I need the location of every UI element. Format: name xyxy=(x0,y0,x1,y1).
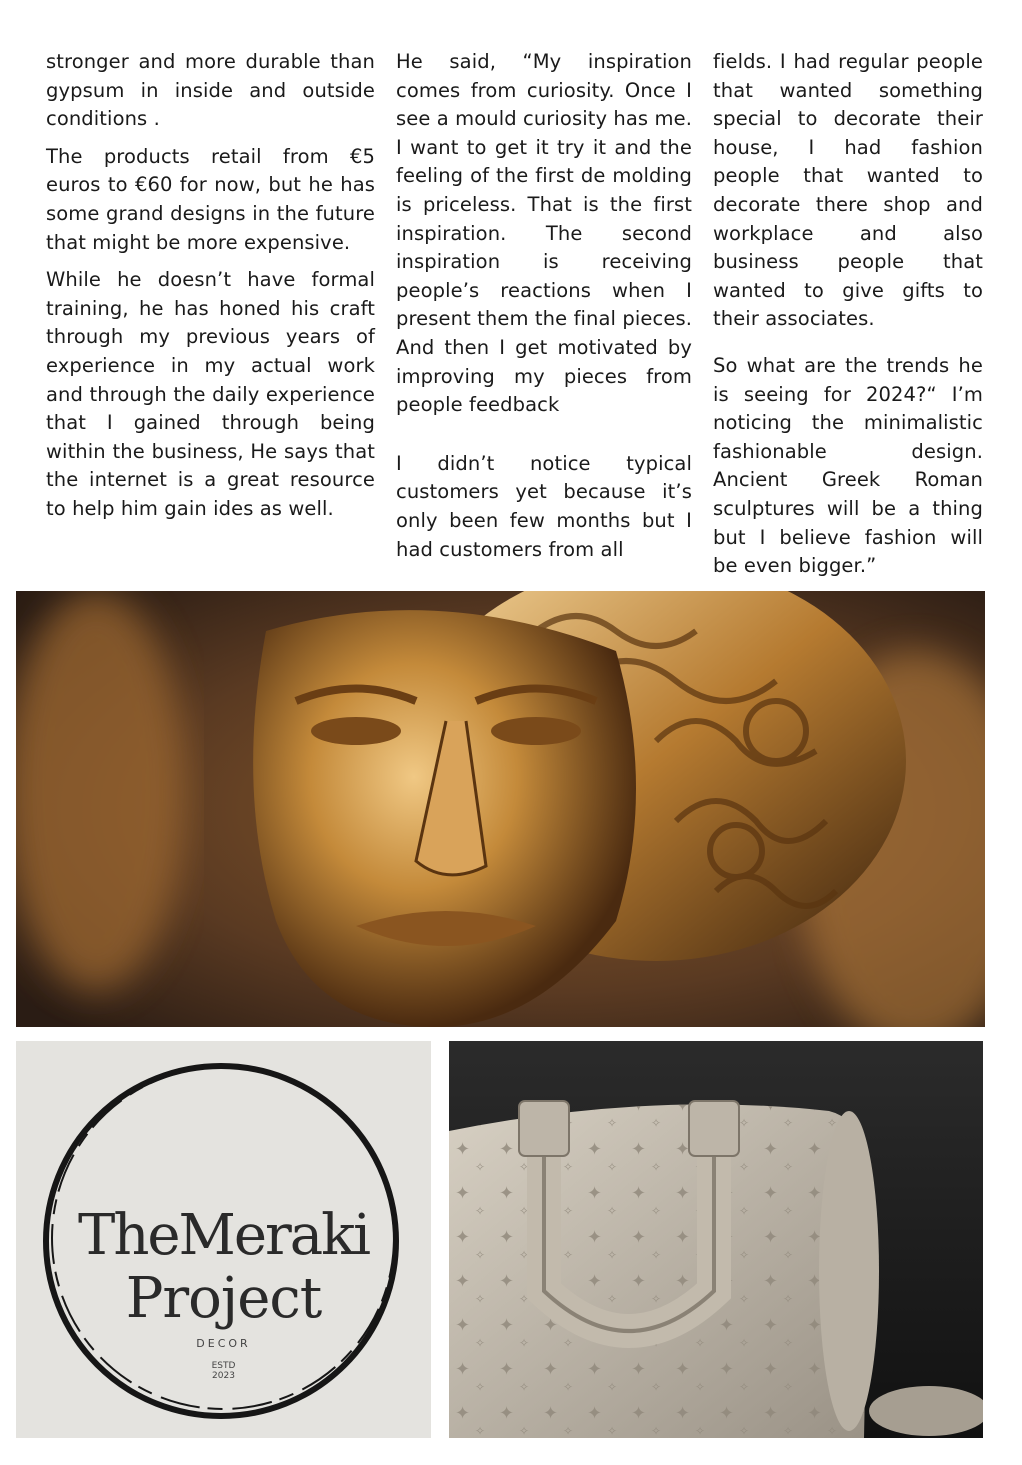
article-column-2 xyxy=(396,48,692,573)
paragraph: fields. I had regular people that wanted something special to decorate their house, I had fashion people that wanted to decorate there shop and workplace and also business people that wanted to give gifts to their associates. xyxy=(713,50,983,331)
logo-established: ESTD 2023 xyxy=(211,1361,236,1381)
paragraph: He said, “My inspiration comes from curiosity. Once I see a mould curiosity has me. I want to get it try it and the feeling of the first de molding is priceless. That is the first inspiration. The second inspiration is receiving people’s reactions when I present them the final pieces. And then I get motivated by improving my pieces from people feedback xyxy=(396,50,692,417)
paragraph: While he doesn’t have formal training, he has honed his craft through my previous years of experience in my actual work and through the daily experience that I gained through being within the business, He says that the internet is a great resource to help him gain ides as well. xyxy=(46,268,375,520)
paragraph: I didn’t notice typical customers yet because it’s only been few months but I had customers from all xyxy=(396,451,692,561)
logo-title-line1: TheMeraki xyxy=(77,1203,370,1268)
themeraki-logo xyxy=(16,1041,431,1438)
paragraph: The products retail from €5 euros to €60 for now, but he has some grand designs in the future that might be more expensive. xyxy=(46,144,375,254)
article-column-1 xyxy=(46,48,375,533)
article-column-3 xyxy=(713,48,983,590)
stone-handbag-photo xyxy=(449,1041,983,1438)
logo-subtitle: DECOR xyxy=(196,1337,251,1350)
paragraph: stronger and more durable than gypsum in inside and outside conditions . xyxy=(46,50,375,131)
logo-title-line2: Project xyxy=(125,1266,322,1331)
medusa-sculpture-photo xyxy=(16,591,985,1027)
paragraph: So what are the trends he is seeing for 2024?“ I’m noticing the minimalistic fashionable design. Ancient Greek Roman sculptures will be a thing but I believe fashion will be even bigger.” xyxy=(713,353,983,578)
